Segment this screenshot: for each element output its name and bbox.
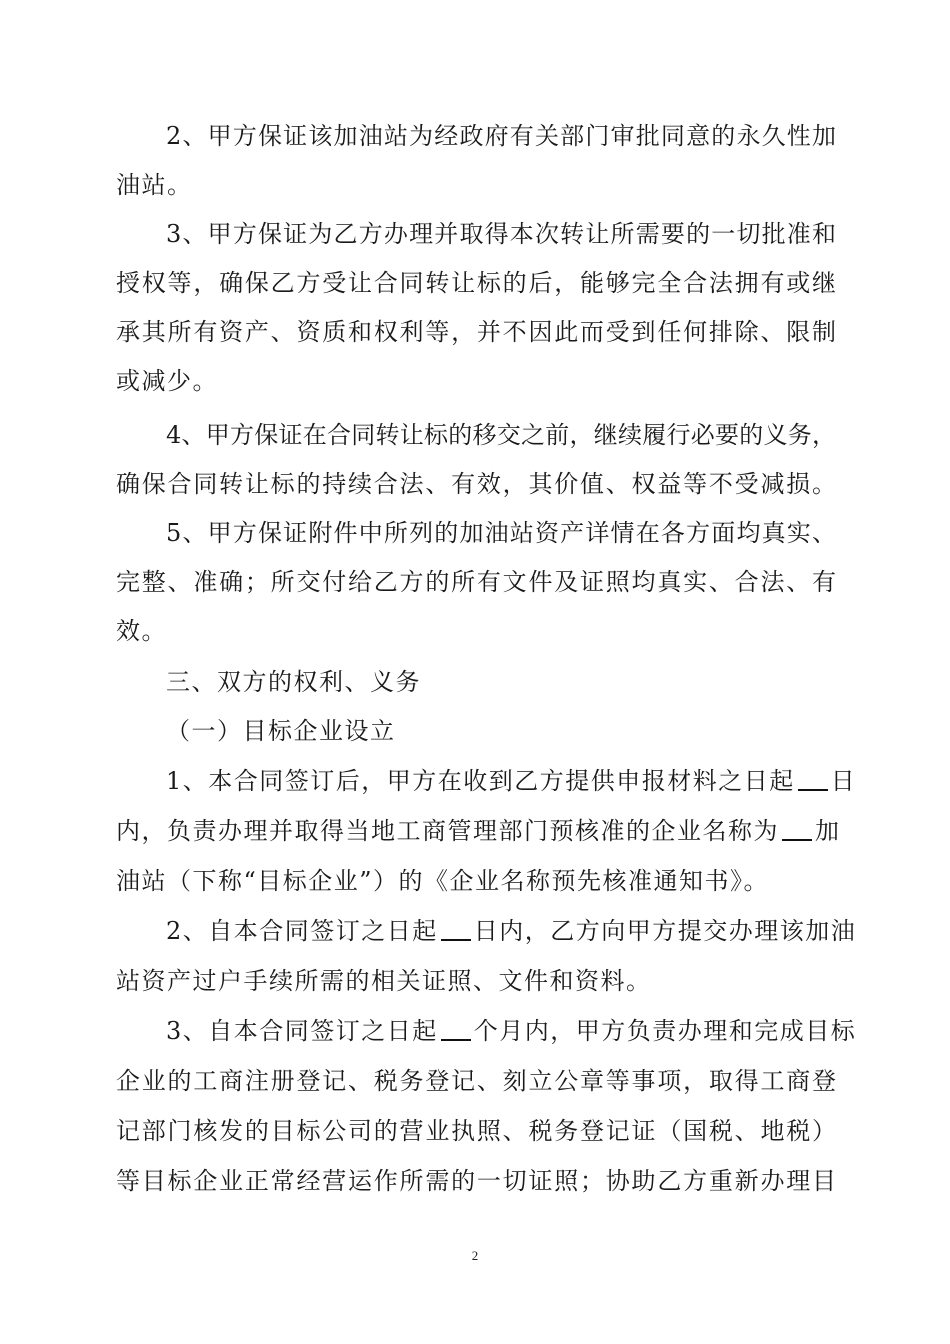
fill-blank[interactable] <box>441 1017 471 1041</box>
paragraph-line: 油站（下称“目标企业”）的《企业名称预先核准通知书》。 <box>116 867 770 895</box>
section-heading: 三、双方的权利、义务 <box>166 668 421 696</box>
fill-blank[interactable] <box>798 767 828 791</box>
page-number: 2 <box>471 1248 479 1263</box>
paragraph-text: 个月内，甲方负责办理和完成目标 <box>473 1017 857 1045</box>
paragraph-text: 3、自本合同签订之日起 <box>166 1017 438 1045</box>
paragraph-line: 4、甲方保证在合同转让标的移交之前，继续履行必要的义务， <box>166 421 836 449</box>
paragraph-line: 3、甲方保证为乙方办理并取得本次转让所需要的一切批准和 <box>166 220 836 248</box>
paragraph-line: 完整、准确；所交付给乙方的所有文件及证照均真实、合法、有 <box>116 568 836 596</box>
paragraph-line: 企业的工商注册登记、税务登记、刻立公章等事项，取得工商登 <box>116 1067 836 1095</box>
paragraph-text: 内，负责办理并取得当地工商管理部门预核准的企业名称为 <box>116 817 779 845</box>
paragraph-line: 等目标企业正常经营运作所需的一切证照；协助乙方重新办理目 <box>116 1167 836 1195</box>
paragraph-line: 确保合同转让标的持续合法、有效，其价值、权益等不受减损。 <box>116 470 836 498</box>
paragraph-text: 日 <box>830 767 857 795</box>
paragraph-line: 承其所有资产、资质和权利等，并不因此而受到任何排除、限制 <box>116 318 836 346</box>
paragraph-line: 2、甲方保证该加油站为经政府有关部门审批同意的永久性加 <box>166 122 836 150</box>
paragraph-line <box>116 816 841 846</box>
subsection-heading: （一）目标企业设立 <box>166 717 396 745</box>
paragraph-line: 授权等，确保乙方受让合同转让标的后，能够完全合法拥有或继 <box>116 269 836 297</box>
paragraph-text: 日内，乙方向甲方提交办理该加油 <box>473 917 857 945</box>
paragraph-line: 效。 <box>116 617 167 645</box>
fill-blank[interactable] <box>441 917 471 941</box>
paragraph-line <box>166 1016 856 1046</box>
paragraph-text: 加 <box>815 817 841 845</box>
paragraph-text: 2、自本合同签订之日起 <box>166 917 438 945</box>
paragraph-line: 或减少。 <box>116 367 218 395</box>
paragraph-line: 5、甲方保证附件中所列的加油站资产详情在各方面均真实、 <box>166 519 836 547</box>
paragraph-line: 站资产过户手续所需的相关证照、文件和资料。 <box>116 967 652 995</box>
fill-blank[interactable] <box>782 817 812 841</box>
paragraph-line <box>166 766 856 796</box>
paragraph-line <box>166 916 856 946</box>
paragraph-text: 1、本合同签订后，甲方在收到乙方提供申报材料之日起 <box>166 767 795 795</box>
paragraph-line: 油站。 <box>116 171 193 199</box>
paragraph-line: 记部门核发的目标公司的营业执照、税务登记证（国税、地税） <box>116 1117 836 1145</box>
